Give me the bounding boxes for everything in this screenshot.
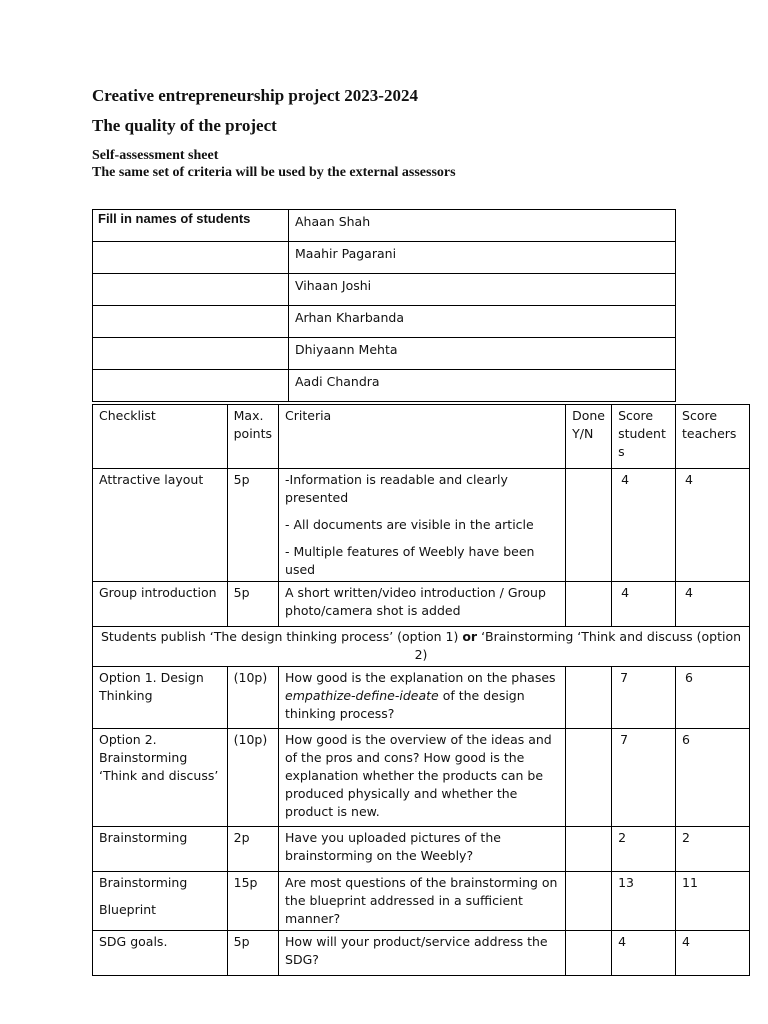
criteria-text: of the design thinking process? <box>285 688 525 721</box>
table-row <box>93 729 750 827</box>
student-name-6: Aadi Chandra <box>289 370 676 402</box>
table-row <box>93 370 676 402</box>
row-score-students: 4 <box>612 469 676 582</box>
row-done <box>566 827 612 872</box>
options-note <box>93 627 750 667</box>
row-points: (10p) <box>227 667 278 729</box>
header-checklist: Checklist <box>93 405 228 469</box>
table-row <box>93 242 676 274</box>
row-score-teachers: 4 <box>676 931 750 976</box>
table-row <box>93 827 750 872</box>
row-name: SDG goals. <box>93 931 228 976</box>
row-points: (10p) <box>227 729 278 827</box>
row-name-line: Brainstorming <box>99 875 188 890</box>
row-criteria: How good is the overview of the ideas and of the pros and cons? How good is the explanation whether the products can be produced physically and whether the product is new. <box>279 729 566 827</box>
row-name: Option 2. Brainstorming ‘Think and discuss’ <box>93 729 228 827</box>
header-row <box>93 405 750 469</box>
criteria-line: - All documents are visible in the article <box>285 517 534 532</box>
row-criteria: Have you uploaded pictures of the brainstorming on the Weebly? <box>279 827 566 872</box>
row-criteria <box>279 469 566 582</box>
sheet-note: The same set of criteria will be used by the external assessors <box>92 165 456 180</box>
row-name: Attractive layout <box>93 469 228 582</box>
empty-cell <box>93 274 289 306</box>
row-score-students: 7 <box>612 667 676 729</box>
student-name-5: Dhiyaann Mehta <box>289 338 676 370</box>
row-done <box>566 872 612 931</box>
options-note-text: ‘Brainstorming ‘Think and discuss (option 2) <box>414 629 742 662</box>
row-points: 2p <box>227 827 278 872</box>
student-name-4: Arhan Kharbanda <box>289 306 676 338</box>
header-score-teachers: Score teachers <box>676 405 750 469</box>
row-criteria <box>279 667 566 729</box>
student-name-1: Ahaan Shah <box>289 210 676 242</box>
row-criteria: How will your product/service address the SDG? <box>279 931 566 976</box>
empty-cell <box>93 306 289 338</box>
criteria-line: - Multiple features of Weebly have been used <box>285 544 535 577</box>
row-score-teachers: 11 <box>676 872 750 931</box>
empty-cell <box>93 338 289 370</box>
student-names-table <box>92 209 676 402</box>
row-points: 5p <box>227 469 278 582</box>
row-score-students: 4 <box>612 582 676 627</box>
header-score-students: Score student s <box>612 405 676 469</box>
row-done <box>566 931 612 976</box>
names-label: Fill in names of students <box>93 210 289 242</box>
row-score-teachers: 6 <box>676 729 750 827</box>
document-subtitle: The quality of the project <box>92 116 277 135</box>
row-points: 15p <box>227 872 278 931</box>
criteria-phases: empathize-define-ideate <box>285 688 439 703</box>
row-name: Brainstorming <box>93 827 228 872</box>
options-note-text: Students publish ‘The design thinking process’ (option 1) <box>100 629 463 644</box>
row-score-students: 4 <box>612 931 676 976</box>
empty-cell <box>93 242 289 274</box>
row-score-teachers: 4 <box>676 582 750 627</box>
row-score-students: 7 <box>612 729 676 827</box>
sheet-title: Self-assessment sheet <box>92 148 219 163</box>
student-name-2: Maahir Pagarani <box>289 242 676 274</box>
student-name-3: Vihaan Joshi <box>289 274 676 306</box>
options-note-or: or <box>462 629 478 644</box>
table-row <box>93 210 676 242</box>
row-score-teachers: 6 <box>676 667 750 729</box>
criteria-line: -Information is readable and clearly presented <box>285 472 508 505</box>
header-max-points: Max. points <box>227 405 278 469</box>
header-criteria: Criteria <box>279 405 566 469</box>
row-score-teachers: 2 <box>676 827 750 872</box>
table-row <box>93 306 676 338</box>
table-row <box>93 931 750 976</box>
row-done <box>566 729 612 827</box>
table-row <box>93 338 676 370</box>
table-row <box>93 667 750 729</box>
row-criteria: A short written/video introduction / Group photo/camera shot is added <box>279 582 566 627</box>
checklist-table <box>92 404 750 976</box>
row-score-students: 13 <box>612 872 676 931</box>
row-name-line: Blueprint <box>99 902 157 917</box>
document-title: Creative entrepreneurship project 2023-2024 <box>92 86 418 105</box>
row-points: 5p <box>227 582 278 627</box>
empty-cell <box>93 370 289 402</box>
row-done <box>566 667 612 729</box>
row-done <box>566 582 612 627</box>
row-criteria: Are most questions of the brainstorming on the blueprint addressed in a sufficient manner? <box>279 872 566 931</box>
row-score-teachers: 4 <box>676 469 750 582</box>
row-done <box>566 469 612 582</box>
options-row <box>93 627 750 667</box>
header-done: Done Y/N <box>566 405 612 469</box>
criteria-text: How good is the explanation on the phases <box>285 670 556 685</box>
table-row <box>93 274 676 306</box>
row-name <box>93 872 228 931</box>
row-name: Group introduction <box>93 582 228 627</box>
table-row <box>93 872 750 931</box>
row-score-students: 2 <box>612 827 676 872</box>
table-row <box>93 469 750 582</box>
row-points: 5p <box>227 931 278 976</box>
table-row <box>93 582 750 627</box>
row-name: Option 1. Design Thinking <box>93 667 228 729</box>
